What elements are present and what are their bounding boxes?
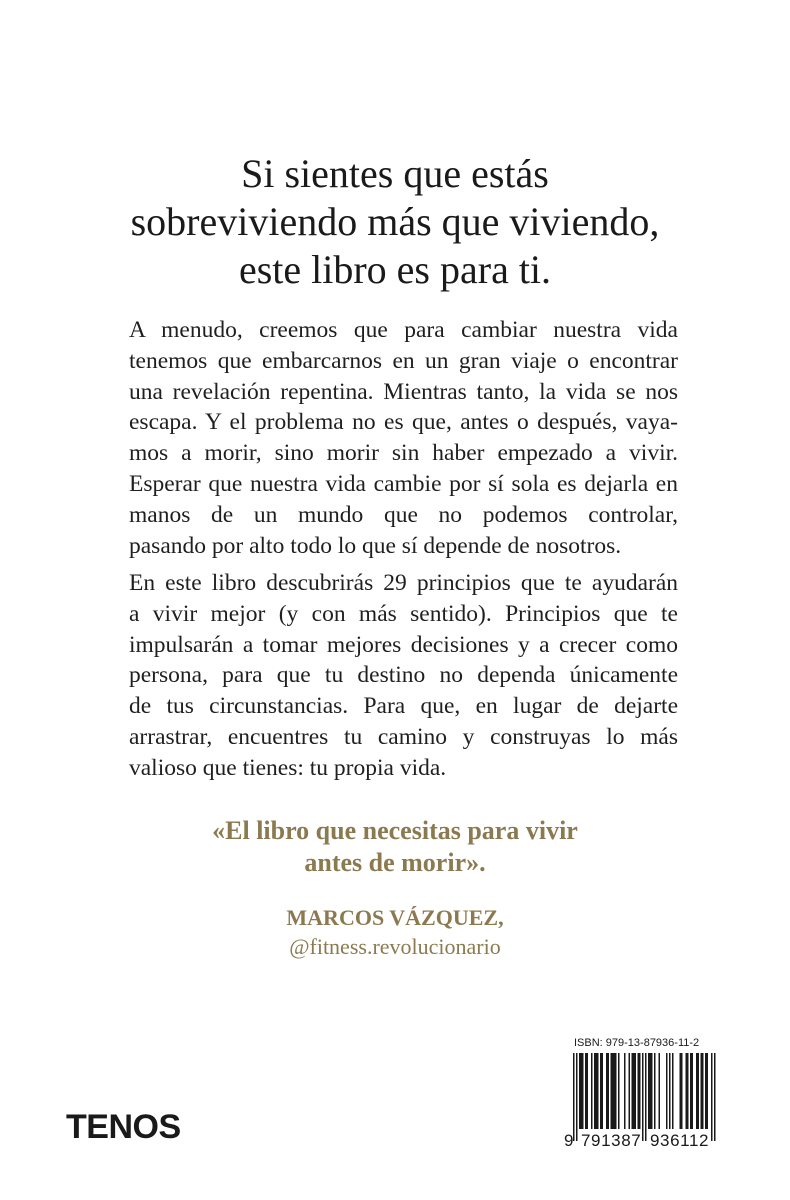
barcode-bar xyxy=(672,1053,674,1129)
isbn-barcode xyxy=(565,1035,725,1155)
barcode-bar xyxy=(635,1053,637,1129)
headline xyxy=(0,150,790,294)
barcode-bar xyxy=(701,1053,703,1129)
paragraph-line: Esperar que nuestra vida cambie por sí sola es dejarla en xyxy=(129,470,678,497)
barcode-bar xyxy=(591,1053,593,1129)
paragraph-line: pasando por alto todo lo que sí depende de nosotros. xyxy=(129,532,622,559)
barcode-bar xyxy=(692,1053,694,1129)
barcode-bar xyxy=(687,1053,689,1129)
paragraph-line: persona, para que tu destino no dependa únicamente xyxy=(129,662,678,689)
barcode-bar xyxy=(639,1053,641,1129)
headline-line: este libro es para ti. xyxy=(238,247,552,292)
barcode-bar xyxy=(659,1053,661,1129)
publisher-logo: TENOS xyxy=(66,1108,181,1146)
barcode-bar xyxy=(594,1053,596,1129)
barcode-bar xyxy=(614,1053,616,1129)
barcode-bar xyxy=(618,1053,620,1129)
barcode-bar xyxy=(602,1053,604,1129)
barcode-bar xyxy=(587,1053,589,1129)
headline-line: Si sientes que estás xyxy=(241,151,549,196)
testimonial-quote xyxy=(0,815,790,879)
paragraph-line: A menudo, creemos que para cambiar nuestra vida xyxy=(129,317,678,343)
paragraph-line: una revelación repentina. Mientras tanto, la vida se nos xyxy=(129,378,678,405)
paragraph-line: mos a morir, sino morir sin haber empezado a vivir. xyxy=(129,440,678,467)
paragraph-line: a vivir mejor (y con más sentido). Principios que te xyxy=(129,600,678,627)
blurb-paragraph-1 xyxy=(129,315,678,561)
quote-author-handle: @fitness.revolucionario xyxy=(289,934,501,959)
paragraph-line: impulsarán a tomar mejores decisiones y a crecer como xyxy=(129,631,678,658)
barcode-bar xyxy=(612,1053,614,1129)
barcode-bar xyxy=(645,1053,647,1141)
barcode-bar xyxy=(606,1053,608,1129)
barcode-bar xyxy=(596,1053,598,1129)
barcode-bar xyxy=(654,1053,656,1129)
barcode-bar xyxy=(698,1053,700,1129)
barcode-bar xyxy=(680,1053,682,1129)
isbn-number: ISBN: 979-13-87936-11-2 xyxy=(574,1037,700,1049)
quote-author: MARCOS VÁZQUEZ, xyxy=(286,905,504,930)
barcode-bar xyxy=(624,1053,626,1129)
barcode-bar xyxy=(600,1053,602,1129)
headline-line: sobreviviendo más que viviendo, xyxy=(130,199,660,244)
blurb-paragraph-2 xyxy=(129,568,678,784)
barcode-bar xyxy=(633,1053,635,1129)
barcode-bar xyxy=(681,1053,683,1129)
barcode-bar xyxy=(597,1053,599,1129)
quote-line: antes de morir». xyxy=(304,848,486,877)
barcode-bar xyxy=(666,1053,668,1129)
barcode-lead-digit: 9 xyxy=(564,1131,575,1150)
barcode-bar xyxy=(608,1053,610,1129)
barcode-bar xyxy=(702,1053,704,1129)
barcode-bar xyxy=(611,1053,613,1129)
barcode-bar xyxy=(690,1053,692,1129)
paragraph-line: manos de un mundo que no podemos controlar, xyxy=(129,501,678,528)
barcode-bar xyxy=(705,1053,707,1129)
barcode-bar xyxy=(629,1053,631,1129)
paragraph-line: En este libro descubrirás 29 principios que te ayudarán xyxy=(129,570,678,596)
barcode-bar xyxy=(696,1053,698,1129)
barcode-bar xyxy=(615,1053,617,1129)
barcode-bar xyxy=(579,1053,581,1129)
barcode-bar xyxy=(638,1053,640,1129)
barcode-bar xyxy=(669,1053,671,1129)
barcode-bar xyxy=(573,1053,575,1141)
paragraph-line: valioso que tienes: tu propia vida. xyxy=(129,754,447,781)
barcode-bar xyxy=(714,1053,716,1141)
barcode-bar xyxy=(711,1053,713,1141)
barcode-bar xyxy=(650,1053,652,1129)
barcode-right-digits: 936112 xyxy=(650,1131,710,1150)
barcode-bar xyxy=(582,1053,584,1129)
barcode-bar xyxy=(581,1053,583,1129)
barcode-bar xyxy=(648,1053,650,1129)
barcode-bar xyxy=(585,1053,587,1129)
quote-line: «El libro que necesitas para vivir xyxy=(212,816,578,845)
barcode-bar xyxy=(651,1053,653,1129)
barcode-bar xyxy=(576,1053,578,1141)
barcode-bar xyxy=(642,1053,644,1141)
paragraph-line: de tus circunstancias. Para que, en lugar de dejarte xyxy=(129,693,678,720)
paragraph-line: tenemos que embarcarnos en un gran viaje o encontrar xyxy=(129,347,678,374)
barcode-bar xyxy=(686,1053,688,1129)
paragraph-line: arrastrar, encuentres tu camino y construyas lo más xyxy=(129,723,678,750)
barcode-bar xyxy=(707,1053,709,1129)
barcode-bar xyxy=(632,1053,634,1129)
paragraph-line: escapa. Y el problema no es que, antes o después, vaya- xyxy=(129,409,678,436)
barcode-left-digits: 791387 xyxy=(581,1131,642,1150)
